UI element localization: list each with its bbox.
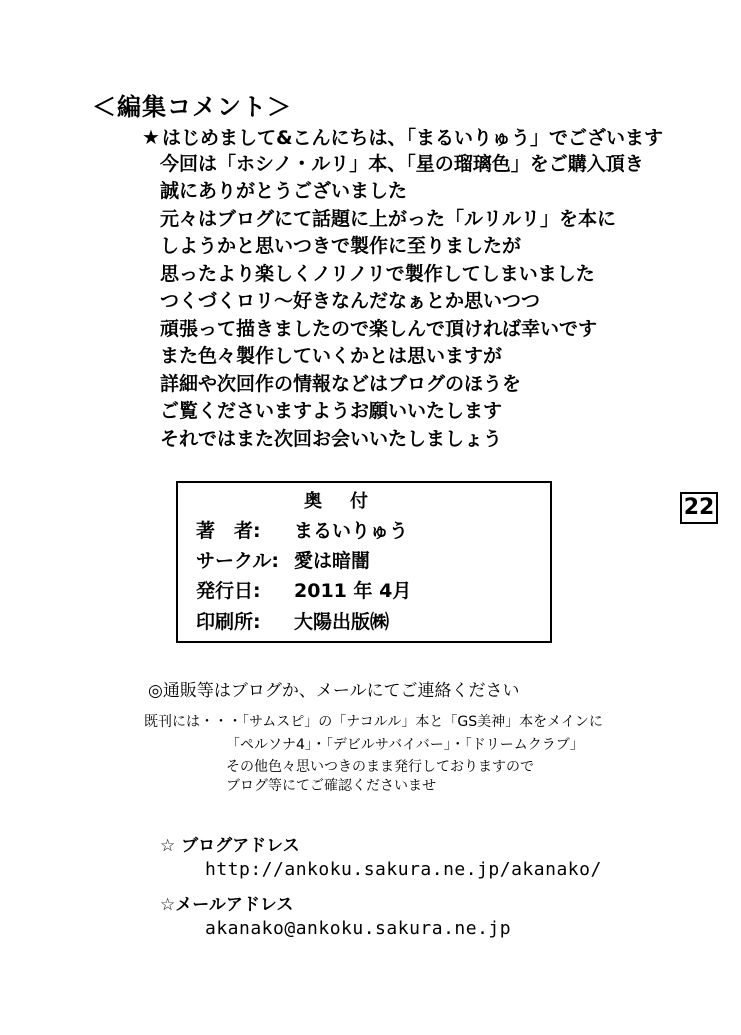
mail-address-label: ☆メールアドレス <box>160 895 294 915</box>
colophon-circle-row <box>196 546 370 573</box>
comment-line-2: 今回は「ホシノ・ルリ」本、「星の瑠璃色」をご購入頂き <box>160 153 644 175</box>
comment-line-8: 頑張って描きましたので楽しんで頂ければ幸いです <box>160 318 598 340</box>
comment-line-12: それではまた次回お会いいたしましょう <box>160 428 503 450</box>
published-line-3: その他色々思いつきのまま発行しておりますので <box>226 759 534 775</box>
mail-address-link[interactable]: akanako@ankoku.sakura.ne.jp <box>205 918 512 939</box>
published-line-1: 既刊には・・・「サムスピ」の「ナコルル」本と「GS美神」本をメインに <box>144 714 603 730</box>
comment-line-11: ご覧くださいますようお願いいたします <box>160 400 503 422</box>
circle-label: サークル: <box>196 550 280 572</box>
blog-address-label: ☆ ブログアドレス <box>160 836 300 856</box>
mail-order-notice: ◎通販等はブログか、メールにてご連絡ください <box>148 681 520 701</box>
colophon-title: 奥付 <box>304 491 396 512</box>
blog-url-link[interactable]: http://ankoku.sakura.ne.jp/akanako/ <box>205 859 602 880</box>
comment-line-6: 思ったより楽しくノリノリで製作してしまいました <box>160 263 595 285</box>
author-value: まるいりゅう <box>294 520 409 542</box>
published-line-4: ブログ等にてご確認くださいませ <box>226 778 436 794</box>
editor-comment-heading: ＜編集コメント＞ <box>92 93 292 121</box>
comment-line-7: つくづくロリ～好きなんだなぁとか思いつつ <box>160 290 541 312</box>
comment-line-3: 誠にありがとうございました <box>160 180 408 202</box>
colophon-date-row <box>196 576 411 603</box>
comment-line-5: しようかと思いつきで製作に至りましたが <box>160 235 522 257</box>
printer-label: 印刷所: <box>196 611 261 633</box>
comment-line-1 <box>142 124 663 152</box>
colophon-author-row <box>196 516 408 543</box>
comment-line-4: 元々はブログにて話題に上がった「ルリルリ」を本に <box>160 208 617 230</box>
comment-text: はじめまして&こんにちは、「まるいりゅう」でございます <box>161 127 664 149</box>
comment-line-9: また色々製作していくかとは思いますが <box>160 345 503 367</box>
circle-value: 愛は暗闇 <box>294 550 371 572</box>
colophon-box <box>176 481 552 643</box>
page-number: 22 <box>680 492 718 524</box>
author-label: 著 者: <box>196 520 261 542</box>
colophon-printer-row <box>196 607 389 634</box>
comment-line-10: 詳細や次回作の情報などはブログのほうを <box>160 373 522 395</box>
star-icon: ★ <box>142 125 160 149</box>
printer-value: 大陽出版㈱ <box>294 611 390 633</box>
published-line-2: 「ペルソナ4」・「デビルサバイバー」・「ドリームクラブ」 <box>226 737 584 753</box>
date-value: 2011 年 4月 <box>294 580 412 602</box>
date-label: 発行日: <box>196 580 261 602</box>
